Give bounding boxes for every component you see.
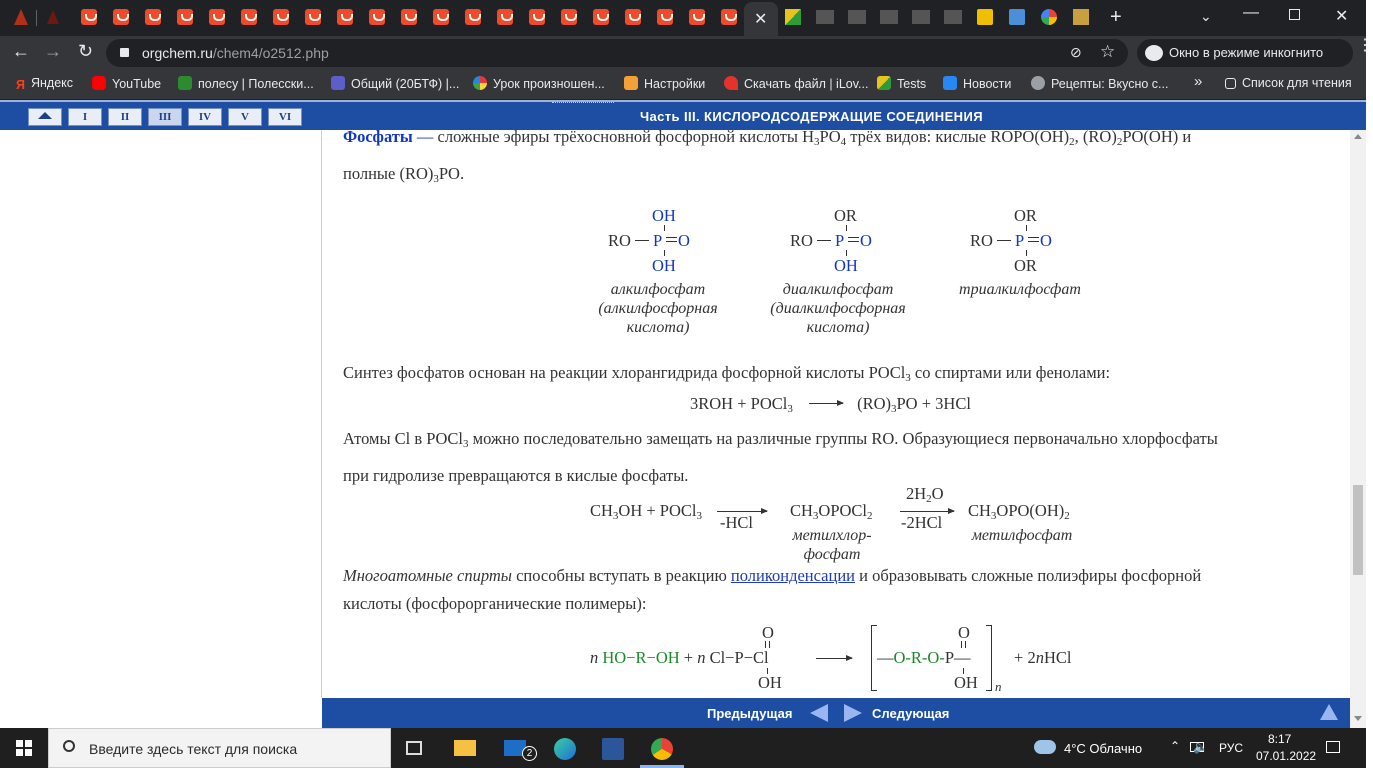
eye-off-icon[interactable]: ⊘ [1070, 44, 1082, 60]
part-title: Часть III. КИСЛОРОДСОДЕРЖАЩИЕ СОЕДИНЕНИЯ [640, 109, 983, 124]
bookmark-settings[interactable] [624, 76, 705, 91]
p4-text-b: способны вступать в реакцию [511, 566, 731, 585]
aliexpress-icon [337, 9, 353, 25]
close-tab-icon[interactable]: ✕ [754, 11, 768, 28]
p2-text-a: Синтез фосфатов основан на реакции хлорангидрида фосфорной кислоты POCl [343, 363, 906, 382]
structure-alkylphosphate [608, 206, 698, 276]
nav-part-4[interactable]: IV [188, 108, 222, 126]
aliexpress-icon [241, 9, 257, 25]
caption-line: алкилфосфат [610, 281, 706, 298]
browser-tab[interactable] [172, 4, 198, 30]
caption-alkylphosphate [573, 280, 743, 337]
right-bracket [986, 625, 992, 691]
browser-tab[interactable] [588, 4, 614, 30]
tab-favicon-icon [1073, 9, 1089, 25]
browser-tab[interactable] [332, 4, 358, 30]
dash: — [416, 127, 434, 146]
eq1-sub: 3 [891, 403, 897, 415]
eq2-text: OH + POCl [618, 501, 697, 520]
eq2-text: CH [590, 501, 613, 520]
windows-taskbar [0, 728, 1366, 768]
aliexpress-icon [529, 9, 545, 25]
tab-favicon-icon [848, 10, 866, 24]
reload-icon[interactable]: ↻ [78, 41, 94, 61]
tab-separator [36, 10, 37, 26]
nav-part-6[interactable]: VI [268, 108, 302, 126]
caption-methylphosphate: метилфосфат [971, 527, 1073, 544]
tab-favicon-icon [912, 10, 930, 24]
dotted-line [552, 102, 614, 103]
pinwheel-icon [473, 76, 487, 90]
p1-text-d: , (RO) [1074, 127, 1117, 146]
weather-icon[interactable] [1034, 740, 1056, 754]
tab-favicon-icon [816, 10, 834, 24]
notifications-icon[interactable] [1326, 741, 1340, 753]
p2-sub: 3 [905, 372, 911, 384]
browser-tab[interactable] [460, 4, 486, 30]
p4-text-c: и образовывать сложные полиэфиры фосфорной [854, 566, 1202, 585]
word-icon[interactable] [602, 738, 624, 760]
atom-bottom: OH [834, 256, 858, 275]
browser-tab[interactable] [1036, 4, 1062, 30]
eq2-text: OPO(OH) [996, 501, 1065, 520]
volume-icon[interactable]: 🔈 [1193, 740, 1208, 754]
double-bond [666, 237, 677, 242]
eq3-polymer: —O-R-O-P— [877, 648, 971, 667]
bookmark-label: Tests [897, 77, 927, 91]
scroll-down-icon[interactable] [1354, 716, 1362, 721]
browser-tab[interactable] [652, 4, 678, 30]
prev-arrow-icon[interactable] [810, 704, 828, 722]
bond-h [817, 240, 831, 241]
tab-favicon-icon [977, 9, 993, 25]
eq2-sub: 2 [867, 510, 873, 522]
address-bar[interactable] [106, 39, 1128, 67]
caption-line: (диалкилфосфорная [770, 300, 906, 317]
bond-v [1026, 225, 1027, 231]
p1-sub: 3 [433, 173, 439, 185]
star-icon[interactable]: ☆ [1100, 42, 1116, 61]
browser-tab[interactable] [140, 4, 166, 30]
browser-tab[interactable] [908, 4, 934, 30]
bookmark-recipes[interactable] [1031, 76, 1168, 91]
atom-o: O [860, 231, 872, 250]
nav-part-5[interactable]: V [228, 108, 262, 126]
aliexpress-icon [81, 9, 97, 25]
p1-sub: 4 [840, 136, 847, 148]
bond-v [846, 225, 847, 231]
tests-icon [877, 76, 891, 90]
scrollbar-thumb[interactable] [1353, 485, 1363, 575]
eq3-cl: −Cl [743, 648, 769, 667]
double-bond-v [765, 641, 770, 648]
browser-tab[interactable] [844, 4, 870, 30]
aliexpress-icon [625, 9, 641, 25]
browser-tab[interactable] [76, 4, 102, 30]
back-icon[interactable]: ← [12, 41, 30, 61]
browser-tab[interactable] [364, 4, 390, 30]
eq3-n: n [1035, 648, 1044, 667]
polycondensation-paragraph [343, 562, 1329, 618]
bookmark-label: Скачать файл | iLov... [744, 77, 869, 91]
eq1-sub: 3 [787, 403, 793, 415]
browser-tab[interactable] [620, 4, 646, 30]
caption-line: метилхлор- [792, 527, 872, 544]
eq2-reactants [590, 501, 702, 522]
reaction-arrow-icon [717, 511, 767, 512]
browser-tab[interactable] [812, 4, 838, 30]
edge-icon[interactable] [554, 738, 576, 760]
aliexpress-icon [561, 9, 577, 25]
equation-2 [590, 484, 1090, 564]
aliexpress-icon [145, 9, 161, 25]
bookmark-label: Общий (20БТФ) |... [351, 77, 460, 91]
bookmark-label: полесу | Полесски... [198, 77, 314, 91]
lock-icon [120, 48, 129, 57]
structure-trialkylphosphate [970, 206, 1060, 276]
eq3-plus: + [683, 648, 694, 667]
p1-text-b: PO [819, 127, 841, 146]
aliexpress-icon [657, 9, 673, 25]
atom-p: P [835, 231, 845, 250]
p1-text-c: трёх видов: кислые ROPO(OH) [846, 127, 1070, 146]
eq3-hcl: HCl [1043, 648, 1072, 667]
close-window-icon[interactable]: ✕ [1335, 8, 1349, 25]
browser-tab[interactable] [876, 4, 902, 30]
next-arrow-icon[interactable] [844, 704, 862, 722]
url-host: orgchem.ru [142, 45, 213, 61]
caption-dialkylphosphate [753, 280, 923, 337]
next-label[interactable]: Следующая [872, 706, 950, 721]
browser-tab[interactable] [236, 4, 262, 30]
equation-1 [690, 394, 971, 415]
yandex-icon: Я [16, 78, 25, 92]
reading-list[interactable] [1225, 76, 1352, 90]
bookmark-yandex[interactable] [16, 76, 73, 92]
browser-tab[interactable] [524, 4, 550, 30]
caption-line: диалкилфосфат [782, 281, 894, 298]
browser-tab[interactable] [108, 4, 134, 30]
eq2-water [906, 484, 944, 505]
bookmark-label: Настройки [644, 77, 706, 91]
p3-text-b: можно последовательно замещать на различные группы RO. Образующиеся первоначально хлорфосфаты [468, 429, 1218, 448]
bond-h [997, 240, 1011, 241]
polycondensation-link[interactable]: поликонденсации [730, 566, 855, 585]
eq2-arrow1-label: -HCl [720, 513, 753, 532]
browser-tab[interactable] [556, 4, 582, 30]
atom-top: OR [1014, 206, 1037, 225]
bookmark-label: Яндекс [30, 76, 74, 90]
prev-label[interactable]: Предыдущая [707, 706, 793, 721]
aliexpress-icon [113, 9, 129, 25]
tab-favicon-icon [1009, 9, 1025, 25]
aliexpress-icon [689, 9, 705, 25]
atom-left: RO [790, 231, 813, 250]
caption-line: триалкилфосфат [959, 281, 1081, 298]
nav-part-2[interactable]: II [108, 108, 142, 126]
minimize-icon[interactable]: — [1243, 4, 1259, 21]
caption-line: кислота) [806, 319, 870, 336]
browser-tab[interactable] [940, 4, 966, 30]
chevron-up-icon[interactable]: ⌃ [1170, 739, 1181, 753]
eq2-sub: 3 [812, 510, 819, 522]
tab-favicon-icon [944, 10, 962, 24]
atom-p: P [653, 231, 663, 250]
eq2-product [968, 501, 1070, 522]
language-indicator[interactable]: РУС [1219, 741, 1244, 755]
eq3-coef: 2 [1027, 648, 1036, 667]
atom-left: RO [608, 231, 631, 250]
browser-tab[interactable] [300, 4, 326, 30]
term-phosphates: Фосфаты [343, 127, 413, 146]
reading-list-icon [1225, 78, 1236, 89]
task-view-icon[interactable] [406, 741, 422, 755]
phosphates-paragraph [343, 121, 1329, 195]
windows-start-icon[interactable] [16, 740, 32, 756]
bookmark-tests[interactable] [877, 76, 926, 91]
atom-top: OR [834, 206, 857, 225]
eq3-n: n [697, 648, 706, 667]
bookmark-pronunciation[interactable] [473, 76, 605, 91]
eq3-p: P [734, 648, 744, 667]
p1-sub: 2 [1116, 136, 1123, 148]
p4-text-d: кислоты (фосфорорганические полимеры): [343, 594, 647, 613]
eq3-p: P [944, 648, 955, 667]
eq2-arrow2-label: -2HCl [901, 513, 943, 532]
bond-v [664, 225, 665, 231]
globe-icon [1031, 76, 1045, 90]
aliexpress-icon [433, 9, 449, 25]
polesu-icon [178, 76, 192, 90]
url-path: /chem4/o2512.php [212, 45, 329, 61]
double-bond [1028, 237, 1039, 242]
p1-text-e: PO(OH) и [1122, 127, 1192, 146]
atom-bottom: OR [1014, 256, 1037, 275]
browser-tab[interactable] [780, 4, 806, 30]
browser-tab[interactable] [492, 4, 518, 30]
synthesis-paragraph [343, 357, 1329, 394]
search-placeholder: Введите здесь текст для поиска [89, 741, 298, 757]
left-pane [0, 130, 322, 698]
file-explorer-icon[interactable] [454, 740, 476, 756]
aliexpress-icon [497, 9, 513, 25]
eq2-sub: 3 [990, 510, 997, 522]
eq3-n: n [590, 648, 599, 667]
eq3-cl: Cl− [709, 648, 735, 667]
atom-o: O [678, 231, 690, 250]
reaction-arrow-icon [816, 658, 852, 659]
bookmark-polesu[interactable] [178, 76, 314, 91]
clock-date[interactable]: 07.01.2022 [1256, 749, 1317, 763]
aliexpress-icon [209, 9, 225, 25]
tab-favicon-icon [14, 9, 28, 25]
mail-badge: 2 [522, 746, 537, 761]
caption-line: (алкилфосфорная [598, 300, 718, 317]
caption-methylchlorophosphate [782, 526, 882, 564]
eq2-text: CH [790, 501, 813, 520]
bookmark-news[interactable] [943, 76, 1011, 91]
eq1-right-b: PO + 3HCl [896, 394, 971, 413]
eq2-text: O [931, 484, 944, 503]
eq3-polymer-chain: O-R-O- [893, 648, 945, 667]
eq2-text: OPOCl [818, 501, 868, 520]
p3-text-c: при гидролизе превращаются в кислые фосфаты. [343, 466, 689, 485]
bookmark-label: Рецепты: Вкусно с... [1051, 77, 1169, 91]
eq2-text: CH [968, 501, 991, 520]
eq3-byproduct [1014, 648, 1071, 668]
bookmark-teams[interactable] [331, 76, 459, 91]
eq1-right-a: (RO) [857, 394, 891, 413]
new-tab-icon[interactable]: + [1110, 6, 1122, 28]
atom-o: O [1040, 231, 1052, 250]
bookmark-label: Новости [963, 77, 1012, 91]
aliexpress-icon [401, 9, 417, 25]
url-text[interactable] [142, 45, 329, 61]
main-content [323, 127, 1350, 698]
eq3-subscript-n: n [995, 679, 1002, 694]
restore-icon[interactable] [1289, 9, 1300, 20]
browser-tab[interactable] [268, 4, 294, 30]
eq3-oh2: OH [954, 673, 978, 692]
browser-tab[interactable] [428, 4, 454, 30]
p1-sub: 3 [814, 136, 820, 148]
clock-time[interactable]: 8:17 [1268, 732, 1292, 746]
menu-icon[interactable]: ⋮ [1357, 37, 1373, 54]
browser-tab[interactable] [1004, 4, 1030, 30]
to-top-icon[interactable] [1320, 704, 1338, 720]
caption-trialkylphosphate [935, 280, 1105, 299]
aliexpress-icon [177, 9, 193, 25]
eq3-o-top: O [762, 623, 774, 642]
bookmark-youtube[interactable] [92, 76, 161, 91]
eq3-plus: + [1014, 648, 1024, 667]
atom-left: RO [970, 231, 993, 250]
bookmarks-overflow[interactable]: » [1194, 73, 1203, 90]
browser-tab[interactable] [8, 4, 34, 30]
eq3-diol: HO−R−OH [602, 648, 680, 667]
browser-tab[interactable] [396, 4, 422, 30]
eq2-sub: 2 [1064, 510, 1070, 522]
atom-bottom: OH [652, 256, 676, 275]
eq2-sub: 3 [612, 510, 619, 522]
eq3-reactant1 [590, 648, 769, 668]
google-icon [1041, 9, 1057, 25]
p3-text-a: Атомы Cl в POCl [343, 429, 463, 448]
double-bond [848, 237, 859, 242]
term-polyols: Многоатомные спирты [343, 566, 512, 585]
heart-icon [724, 76, 738, 90]
tab-search-icon[interactable]: ⌄ [1200, 8, 1212, 24]
vk-icon [943, 76, 957, 90]
caption-line: кислота) [626, 319, 690, 336]
forward-icon[interactable]: → [44, 41, 62, 61]
reaction-arrow-icon [900, 511, 954, 512]
settings-site-icon [624, 76, 638, 90]
eq2-text: 2H [906, 484, 927, 503]
structure-dialkylphosphate [790, 206, 880, 276]
equation-3 [590, 620, 1090, 698]
browser-tab-strip [0, 0, 1366, 36]
home-button[interactable] [28, 108, 62, 126]
weather-text[interactable]: 4°C Облачно [1064, 741, 1143, 756]
aliexpress-icon [465, 9, 481, 25]
eq3-oh: OH [758, 673, 782, 692]
bond-h [635, 240, 649, 241]
browser-tab[interactable] [204, 4, 230, 30]
double-bond-v [961, 641, 966, 648]
browser-tab[interactable] [1068, 4, 1094, 30]
browser-toolbar [0, 36, 1373, 70]
chrome-icon[interactable] [651, 738, 673, 760]
incognito-badge[interactable] [1137, 39, 1353, 67]
taskbar-search[interactable] [48, 728, 391, 768]
bookmarks-bar [0, 70, 1366, 100]
browser-tab[interactable] [972, 4, 998, 30]
eq2-sub: 2 [926, 493, 932, 505]
nav-part-3[interactable]: III [148, 108, 182, 126]
bookmark-ilovepdf[interactable] [724, 76, 868, 91]
scroll-up-icon[interactable] [1354, 134, 1362, 139]
browser-tab[interactable] [40, 4, 66, 30]
nav-part-1[interactable]: I [68, 108, 102, 126]
eq1-left: 3ROH + POCl [690, 394, 788, 413]
search-icon [63, 740, 75, 752]
aliexpress-icon [593, 9, 609, 25]
eq2-sub: 3 [696, 510, 702, 522]
page-nav-bar [322, 698, 1350, 728]
bookmark-label: YouTube [112, 77, 162, 91]
incognito-icon [1145, 45, 1163, 61]
aliexpress-icon [369, 9, 385, 25]
p1-text-f: полные (RO) [343, 164, 434, 183]
page-scrollbar[interactable] [1350, 130, 1366, 728]
browser-tab[interactable] [684, 4, 710, 30]
active-tab[interactable] [744, 2, 778, 36]
eq2-intermediate [790, 501, 873, 522]
p3-sub: 3 [463, 438, 469, 450]
p1-sub: 2 [1069, 136, 1075, 148]
aliexpress-icon [305, 9, 321, 25]
aliexpress-icon [721, 9, 737, 25]
tab-favicon-icon [47, 10, 59, 24]
tab-favicon-icon [880, 10, 898, 24]
tab-favicon-icon [785, 9, 801, 25]
atom-p: P [1015, 231, 1025, 250]
p2-text-b: со спиртами или фенолами: [910, 363, 1111, 382]
reading-list-label: Список для чтения [1242, 76, 1352, 90]
eq3-o-top2: O [958, 623, 970, 642]
reaction-arrow-icon [809, 403, 843, 404]
atom-top: OH [652, 206, 676, 225]
bookmark-label: Урок произношен... [493, 77, 605, 91]
p1-text-g: PO. [438, 164, 465, 183]
teams-icon [331, 76, 345, 90]
youtube-icon [92, 76, 106, 90]
p1-text-a: сложные эфиры трёхосновной фосфорной кислоты H [437, 127, 815, 146]
browser-tab[interactable] [716, 4, 742, 30]
caption-line: фосфат [803, 546, 861, 563]
aliexpress-icon [273, 9, 289, 25]
home-icon [38, 112, 52, 119]
incognito-label: Окно в режиме инкогнито [1169, 45, 1324, 60]
substitution-paragraph [343, 423, 1329, 492]
